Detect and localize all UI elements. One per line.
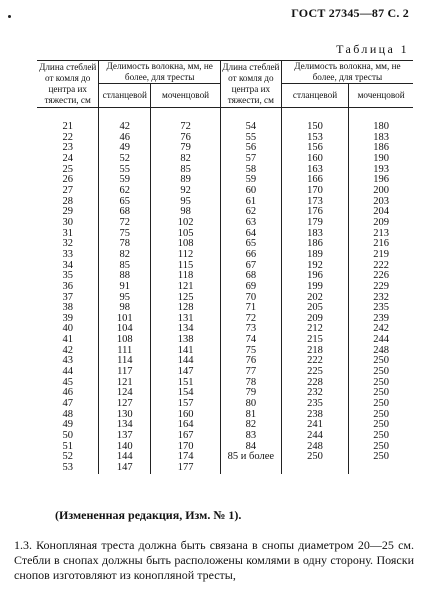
cell-stlantsevoy-right: 225: [281, 367, 349, 378]
cell-stlantsevoy-left: 42: [99, 108, 151, 133]
cell-stlantsevoy-left: 101: [99, 314, 151, 325]
table-body: [37, 108, 413, 474]
cell-length-right: 85 и более: [220, 452, 281, 463]
cell-mochentsovoy-left: 118: [151, 271, 221, 282]
cell-stlantsevoy-left: 62: [99, 186, 151, 197]
cell-mochentsovoy-left: 160: [151, 410, 221, 421]
cell-mochentsovoy-left: 167: [151, 431, 221, 442]
cell-stlantsevoy-right: 222: [281, 356, 349, 367]
cell-stlantsevoy-left: 49: [99, 143, 151, 154]
cell-stlantsevoy-right: 218: [281, 346, 349, 357]
header-length-left: Длина стеблей от комля до центра их тяжести, см: [37, 61, 99, 108]
table-row: [37, 293, 413, 304]
cell-stlantsevoy-left: 114: [99, 356, 151, 367]
table-row: [37, 271, 413, 282]
cell-mochentsovoy-right: 226: [349, 271, 413, 282]
cell-stlantsevoy-right: 209: [281, 314, 349, 325]
cell-mochentsovoy-right: 250: [349, 452, 413, 463]
cell-length-right: 83: [220, 431, 281, 442]
cell-stlantsevoy-right: 235: [281, 399, 349, 410]
cell-stlantsevoy-right: 205: [281, 303, 349, 314]
table-row: [37, 165, 413, 176]
cell-length-left: 37: [62, 291, 73, 303]
cell-mochentsovoy-right: 229: [349, 282, 413, 293]
cell-stlantsevoy-left: 98: [99, 303, 151, 314]
cell-mochentsovoy-left: 105: [151, 229, 221, 240]
cell-mochentsovoy-left: 82: [151, 154, 221, 165]
table-row: [37, 356, 413, 367]
cell-length-right: 73: [220, 324, 281, 335]
cell-length-right: 57: [220, 154, 281, 165]
cell-length-left: 46: [62, 387, 73, 399]
header-divisibility-right: Делимость волокна, мм, не более, для тресты: [281, 61, 413, 84]
cell-mochentsovoy-right: 250: [349, 356, 413, 367]
cell-mochentsovoy-right: 244: [349, 335, 413, 346]
cell-mochentsovoy-left: 131: [151, 314, 221, 325]
cell-length-right: 62: [220, 207, 281, 218]
header-length-right: Длина стеблей от комля до центра их тяжести, см: [220, 61, 281, 108]
table-row: [37, 463, 413, 474]
cell-mochentsovoy-left: 112: [151, 250, 221, 261]
cell-length-left: 44: [62, 366, 73, 378]
cell-stlantsevoy-right: [281, 463, 349, 474]
cell-stlantsevoy-right: 189: [281, 250, 349, 261]
cell-length-left: 53: [62, 462, 73, 473]
cell-length-left: 41: [62, 334, 73, 346]
fiber-divisibility-table: [37, 60, 413, 474]
cell-length-left: 49: [62, 419, 73, 431]
cell-mochentsovoy-right: 222: [349, 261, 413, 272]
cell-stlantsevoy-right: 196: [281, 271, 349, 282]
cell-mochentsovoy-left: 72: [151, 108, 221, 133]
cell-stlantsevoy-left: 95: [99, 293, 151, 304]
cell-mochentsovoy-right: 250: [349, 399, 413, 410]
subheader-stlantsevoy-left: стланцевой: [99, 84, 151, 108]
cell-stlantsevoy-left: 59: [99, 175, 151, 186]
cell-stlantsevoy-left: 117: [99, 367, 151, 378]
cell-length-right: 70: [220, 293, 281, 304]
cell-mochentsovoy-left: 79: [151, 143, 221, 154]
cell-length-right: 69: [220, 282, 281, 293]
cell-mochentsovoy-right: 209: [349, 218, 413, 229]
cell-stlantsevoy-left: 124: [99, 388, 151, 399]
cell-length-left: 48: [62, 408, 73, 420]
cell-length-right: 81: [220, 410, 281, 421]
cell-mochentsovoy-left: 98: [151, 207, 221, 218]
cell-length-right: 61: [220, 197, 281, 208]
cell-mochentsovoy-left: 102: [151, 218, 221, 229]
cell-mochentsovoy-right: 235: [349, 303, 413, 314]
cell-mochentsovoy-right: 213: [349, 229, 413, 240]
table-row: [37, 420, 413, 431]
cell-length-left: 51: [62, 440, 73, 452]
table-row: [37, 388, 413, 399]
cell-length-left: 27: [62, 184, 73, 196]
cell-mochentsovoy-left: 89: [151, 175, 221, 186]
cell-length-left: 23: [62, 142, 73, 154]
cell-mochentsovoy-left: 128: [151, 303, 221, 314]
cell-stlantsevoy-left: 46: [99, 133, 151, 144]
cell-stlantsevoy-left: 65: [99, 197, 151, 208]
cell-length-right: 74: [220, 335, 281, 346]
cell-stlantsevoy-right: 238: [281, 410, 349, 421]
cell-stlantsevoy-right: 199: [281, 282, 349, 293]
page-dot-mark: [8, 15, 11, 18]
cell-length-right: 63: [220, 218, 281, 229]
cell-length-right: 56: [220, 143, 281, 154]
paragraph-1-3: 1.3. Конопляная треста должна быть связана в снопы диаметром 20—25 см. Стебли в снопах должны быть расположены комлями в одну сторону. Пояски снопов изготовляют из конопляной тресты,: [14, 538, 414, 582]
cell-mochentsovoy-left: 85: [151, 165, 221, 176]
cell-length-left: 32: [62, 238, 73, 250]
cell-mochentsovoy-left: 95: [151, 197, 221, 208]
cell-length-right: 59: [220, 175, 281, 186]
cell-length-left: 25: [62, 163, 73, 175]
cell-length-right: 54: [220, 108, 281, 133]
cell-stlantsevoy-right: 248: [281, 442, 349, 453]
cell-stlantsevoy-right: 173: [281, 197, 349, 208]
cell-mochentsovoy-left: 151: [151, 378, 221, 389]
cell-stlantsevoy-left: 147: [99, 463, 151, 474]
cell-mochentsovoy-right: 248: [349, 346, 413, 357]
table-row: [37, 250, 413, 261]
cell-length-left: 36: [62, 280, 73, 292]
cell-mochentsovoy-right: 250: [349, 431, 413, 442]
cell-stlantsevoy-left: 82: [99, 250, 151, 261]
cell-mochentsovoy-left: 174: [151, 452, 221, 463]
cell-length-left: 47: [62, 398, 73, 410]
cell-mochentsovoy-right: 239: [349, 314, 413, 325]
table-row: [37, 314, 413, 325]
cell-stlantsevoy-right: 160: [281, 154, 349, 165]
cell-length-right: 60: [220, 186, 281, 197]
table-row: [37, 207, 413, 218]
cell-stlantsevoy-left: 144: [99, 452, 151, 463]
cell-stlantsevoy-left: 91: [99, 282, 151, 293]
cell-mochentsovoy-right: 216: [349, 239, 413, 250]
cell-mochentsovoy-left: 144: [151, 356, 221, 367]
cell-mochentsovoy-right: 204: [349, 207, 413, 218]
cell-length-left: 31: [62, 227, 73, 239]
cell-mochentsovoy-left: 141: [151, 346, 221, 357]
cell-mochentsovoy-right: 250: [349, 410, 413, 421]
cell-length-left: 21: [62, 121, 73, 132]
cell-mochentsovoy-left: 157: [151, 399, 221, 410]
cell-length-right: 68: [220, 271, 281, 282]
table-row: [37, 367, 413, 378]
cell-stlantsevoy-right: 176: [281, 207, 349, 218]
cell-stlantsevoy-right: 244: [281, 431, 349, 442]
table-row: [37, 239, 413, 250]
cell-stlantsevoy-left: 134: [99, 420, 151, 431]
cell-stlantsevoy-right: 250: [281, 452, 349, 463]
cell-stlantsevoy-left: 140: [99, 442, 151, 453]
table-row: [37, 261, 413, 272]
cell-mochentsovoy-right: 200: [349, 186, 413, 197]
cell-length-right: 64: [220, 229, 281, 240]
cell-mochentsovoy-right: 250: [349, 442, 413, 453]
cell-length-left: 39: [62, 312, 73, 324]
cell-stlantsevoy-right: 186: [281, 239, 349, 250]
cell-mochentsovoy-right: 250: [349, 420, 413, 431]
cell-length-right: 71: [220, 303, 281, 314]
cell-stlantsevoy-left: 137: [99, 431, 151, 442]
cell-stlantsevoy-left: 75: [99, 229, 151, 240]
cell-length-right: 77: [220, 367, 281, 378]
cell-length-right: 65: [220, 239, 281, 250]
table-row: [37, 282, 413, 293]
cell-stlantsevoy-left: 55: [99, 165, 151, 176]
cell-mochentsovoy-left: 121: [151, 282, 221, 293]
table-row: [37, 335, 413, 346]
cell-length-right: 82: [220, 420, 281, 431]
cell-length-left: 52: [62, 451, 73, 463]
table-row: [37, 410, 413, 421]
table-row: [37, 186, 413, 197]
cell-length-right: 75: [220, 346, 281, 357]
cell-length-right: 72: [220, 314, 281, 325]
table-row: [37, 229, 413, 240]
subheader-mochentsovoy-left: моченцовой: [151, 84, 221, 108]
cell-length-right: 67: [220, 261, 281, 272]
header-divisibility-left: Делимость волокна, мм, не более, для тресты: [99, 61, 221, 84]
cell-mochentsovoy-right: [349, 463, 413, 474]
table-row: [37, 431, 413, 442]
cell-mochentsovoy-right: 232: [349, 293, 413, 304]
cell-mochentsovoy-left: 108: [151, 239, 221, 250]
cell-mochentsovoy-right: 203: [349, 197, 413, 208]
cell-mochentsovoy-right: 250: [349, 388, 413, 399]
cell-length-left: 29: [62, 206, 73, 218]
subheader-stlantsevoy-right: стланцевой: [281, 84, 349, 108]
cell-length-left: 33: [62, 248, 73, 260]
cell-stlantsevoy-left: 85: [99, 261, 151, 272]
table-caption: Таблица 1: [336, 42, 409, 56]
cell-length-left: 40: [62, 323, 73, 335]
cell-length-left: 22: [62, 131, 73, 143]
cell-length-right: 80: [220, 399, 281, 410]
cell-mochentsovoy-left: 177: [151, 463, 221, 474]
cell-stlantsevoy-right: 212: [281, 324, 349, 335]
cell-stlantsevoy-left: 121: [99, 378, 151, 389]
cell-mochentsovoy-right: 250: [349, 367, 413, 378]
cell-length-left: 34: [62, 259, 73, 271]
cell-mochentsovoy-left: 154: [151, 388, 221, 399]
cell-length-left: 50: [62, 430, 73, 442]
cell-mochentsovoy-left: 125: [151, 293, 221, 304]
cell-length-left: 24: [62, 152, 73, 164]
cell-mochentsovoy-left: 138: [151, 335, 221, 346]
cell-stlantsevoy-left: 68: [99, 207, 151, 218]
table-row: [37, 133, 413, 144]
cell-stlantsevoy-right: 215: [281, 335, 349, 346]
cell-length-right: 66: [220, 250, 281, 261]
table-row: [37, 442, 413, 453]
table-row: [37, 154, 413, 165]
cell-mochentsovoy-left: 147: [151, 367, 221, 378]
cell-stlantsevoy-right: 150: [281, 108, 349, 133]
cell-length-left: 38: [62, 302, 73, 314]
cell-stlantsevoy-right: 228: [281, 378, 349, 389]
cell-stlantsevoy-right: 183: [281, 229, 349, 240]
table-row: [37, 175, 413, 186]
cell-stlantsevoy-right: 232: [281, 388, 349, 399]
table-row: [37, 218, 413, 229]
cell-stlantsevoy-right: 202: [281, 293, 349, 304]
document-header: ГОСТ 27345—87 С. 2: [291, 6, 409, 20]
cell-length-left: 42: [62, 344, 73, 356]
cell-mochentsovoy-right: 219: [349, 250, 413, 261]
cell-mochentsovoy-right: 242: [349, 324, 413, 335]
cell-length-right: [220, 463, 281, 474]
cell-length-left: 43: [62, 355, 73, 367]
cell-mochentsovoy-left: 115: [151, 261, 221, 272]
cell-mochentsovoy-right: 193: [349, 165, 413, 176]
cell-length-left: 26: [62, 174, 73, 186]
table-row: [37, 346, 413, 357]
cell-stlantsevoy-left: 78: [99, 239, 151, 250]
cell-mochentsovoy-right: 190: [349, 154, 413, 165]
cell-stlantsevoy-right: 163: [281, 165, 349, 176]
cell-length-right: 84: [220, 442, 281, 453]
cell-length-left: 35: [62, 270, 73, 282]
cell-mochentsovoy-right: 250: [349, 378, 413, 389]
cell-mochentsovoy-left: 170: [151, 442, 221, 453]
cell-stlantsevoy-left: 72: [99, 218, 151, 229]
cell-length-right: 55: [220, 133, 281, 144]
cell-length-left: 45: [62, 376, 73, 388]
cell-stlantsevoy-left: 88: [99, 271, 151, 282]
cell-length-right: 76: [220, 356, 281, 367]
cell-stlantsevoy-right: 153: [281, 133, 349, 144]
table-row: [37, 452, 413, 463]
cell-mochentsovoy-left: 164: [151, 420, 221, 431]
cell-mochentsovoy-right: 180: [349, 108, 413, 133]
cell-stlantsevoy-left: 52: [99, 154, 151, 165]
cell-stlantsevoy-right: 166: [281, 175, 349, 186]
cell-length-left: 30: [62, 216, 73, 228]
table-row: [37, 143, 413, 154]
table-row: [37, 324, 413, 335]
cell-length-right: 58: [220, 165, 281, 176]
amendment-note: (Измененная редакция, Изм. № 1).: [55, 508, 242, 522]
cell-stlantsevoy-right: 192: [281, 261, 349, 272]
cell-stlantsevoy-right: 179: [281, 218, 349, 229]
cell-mochentsovoy-left: 134: [151, 324, 221, 335]
cell-stlantsevoy-left: 130: [99, 410, 151, 421]
table-row: [37, 197, 413, 208]
table-row: [37, 108, 413, 133]
cell-mochentsovoy-right: 196: [349, 175, 413, 186]
table-row: [37, 303, 413, 314]
cell-stlantsevoy-right: 241: [281, 420, 349, 431]
cell-stlantsevoy-left: 111: [99, 346, 151, 357]
cell-mochentsovoy-left: 92: [151, 186, 221, 197]
cell-length-right: 79: [220, 388, 281, 399]
subheader-mochentsovoy-right: моченцовой: [349, 84, 413, 108]
table-row: [37, 378, 413, 389]
cell-stlantsevoy-right: 156: [281, 143, 349, 154]
cell-mochentsovoy-right: 183: [349, 133, 413, 144]
cell-length-right: 78: [220, 378, 281, 389]
cell-mochentsovoy-left: 76: [151, 133, 221, 144]
cell-length-left: 28: [62, 195, 73, 207]
cell-stlantsevoy-left: 127: [99, 399, 151, 410]
cell-stlantsevoy-left: 104: [99, 324, 151, 335]
cell-mochentsovoy-right: 186: [349, 143, 413, 154]
table-row: [37, 399, 413, 410]
cell-stlantsevoy-left: 108: [99, 335, 151, 346]
cell-stlantsevoy-right: 170: [281, 186, 349, 197]
